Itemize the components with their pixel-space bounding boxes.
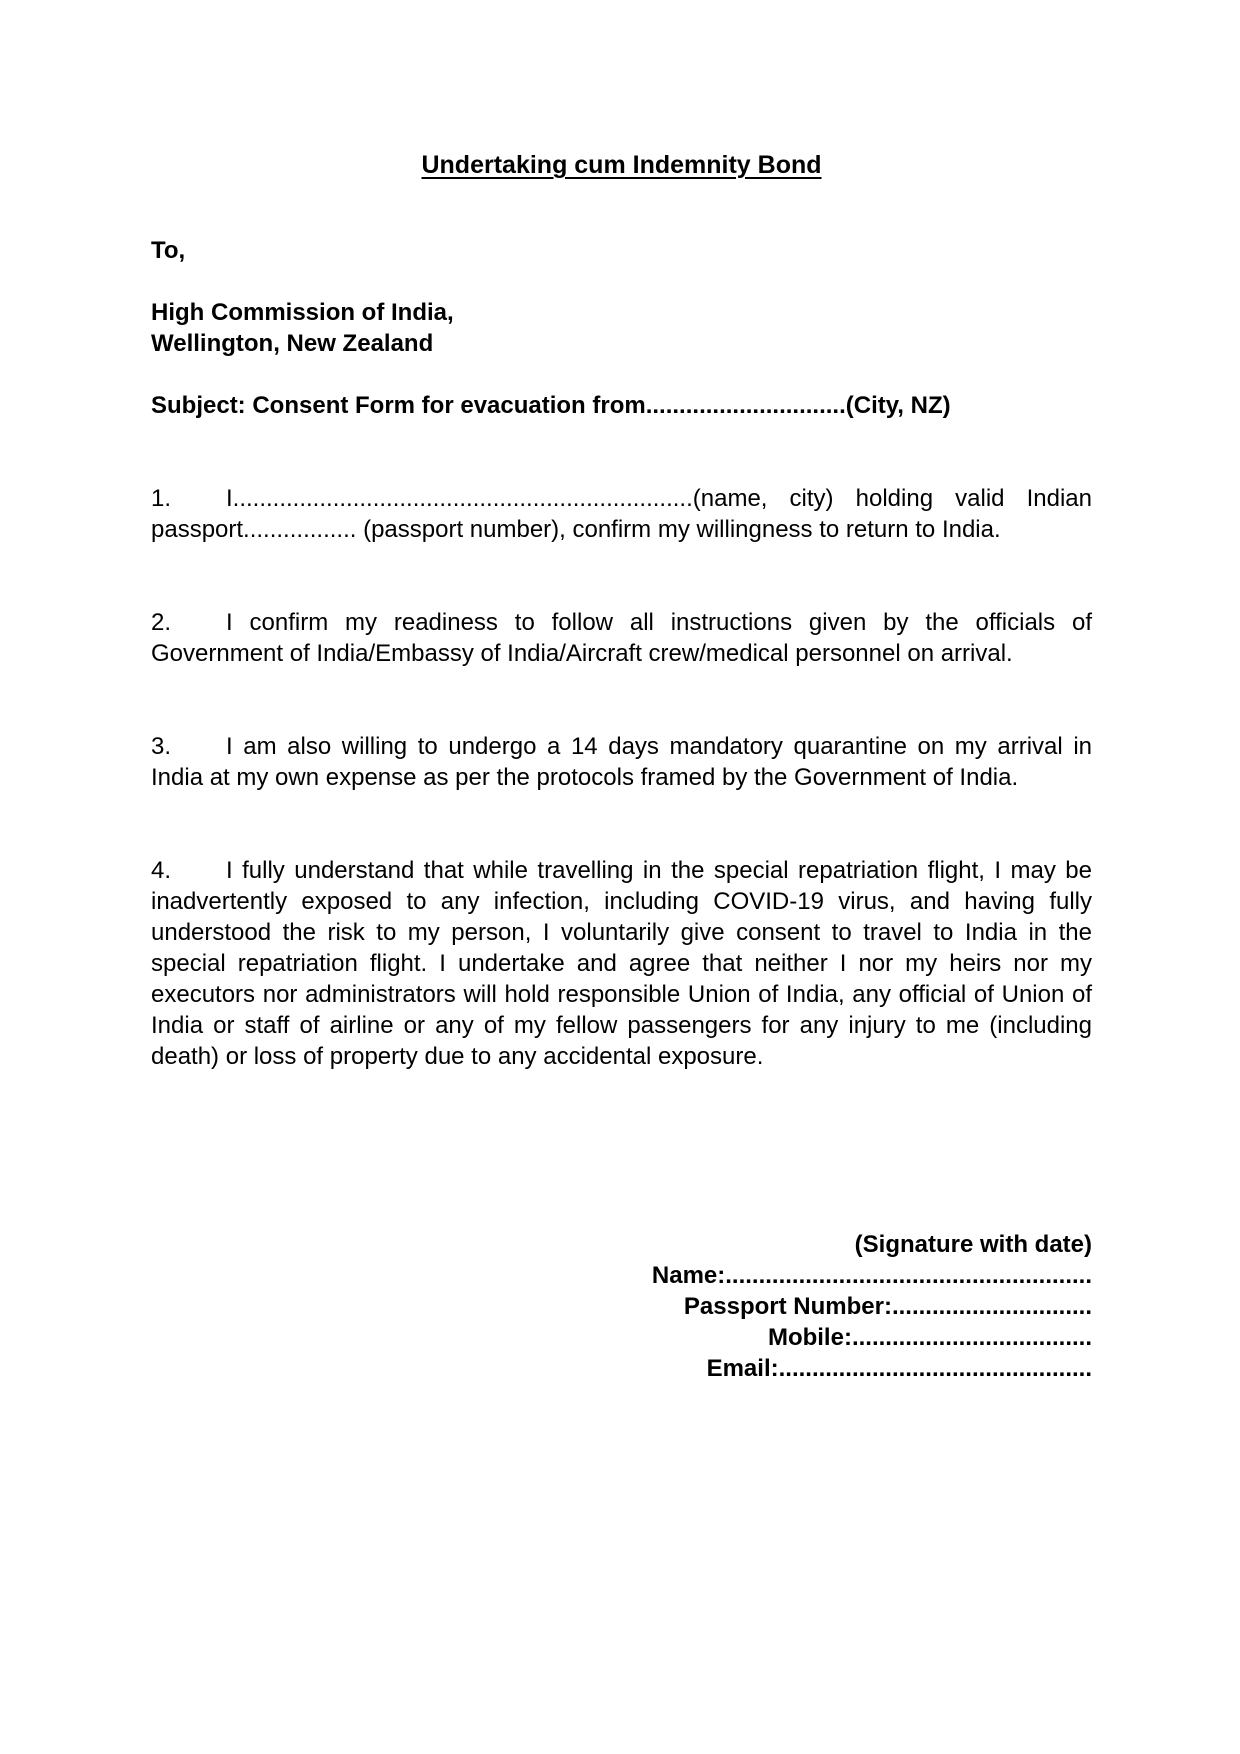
signature-label: (Signature with date) [854,1231,1092,1258]
document-title: Undertaking cum Indemnity Bond [421,151,822,179]
paragraph-text: I fully understand that while travelling in the special repatriation flight, I may be inadvertently exposed to any infection, including COVID-19 virus, and having fully understood the risk to my person, I voluntarily give consent to travel to India in the special repatriation flight. I undertake and agree that neither I nor my heirs nor my executors nor administrators will hold responsible Union of India, any official of Union of India or staff of airline or any of my fellow passengers for any injury to me (including death) or loss of property due to any accidental exposure. [151,857,1092,1070]
paragraph-text: I am also willing to undergo a 14 days mandatory quarantine on my arrival in India at my own expense as per the protocols framed by the Government of India. [151,733,1092,791]
email-field: Email:............................................... [706,1355,1092,1382]
paragraph-number: 4. [151,857,172,884]
mobile-field: Mobile:.................................... [767,1324,1092,1351]
paragraph-number: 1. [151,485,172,512]
paragraph-number: 2. [151,609,172,636]
name-field: Name:....................................................... [651,1262,1092,1289]
address-line-2: Wellington, New Zealand [151,330,434,357]
paragraph-3 [151,731,1092,793]
paragraph-number: 3. [151,733,172,760]
recipient-address [151,297,454,359]
subject-line: Subject: Consent Form for evacuation from..............................(City, NZ) [151,392,951,419]
address-line-1: High Commission of India, [151,299,454,326]
paragraph-4 [151,855,1092,1072]
paragraph-text: I confirm my readiness to follow all instructions given by the officials of Government of India/Embassy of India/Aircraft crew/medical personnel on arrival. [151,609,1092,667]
salutation: To, [151,237,186,264]
signature-block [652,1229,1092,1384]
document-page [151,0,1092,1754]
paragraph-2 [151,607,1092,669]
passport-number-field: Passport Number:.............................. [683,1293,1092,1320]
paragraph-text: I.....................................................................(name, city) holding valid Indian passport................. (passport number), confirm my willingness to return to India. [151,485,1092,543]
paragraph-1 [151,483,1092,545]
